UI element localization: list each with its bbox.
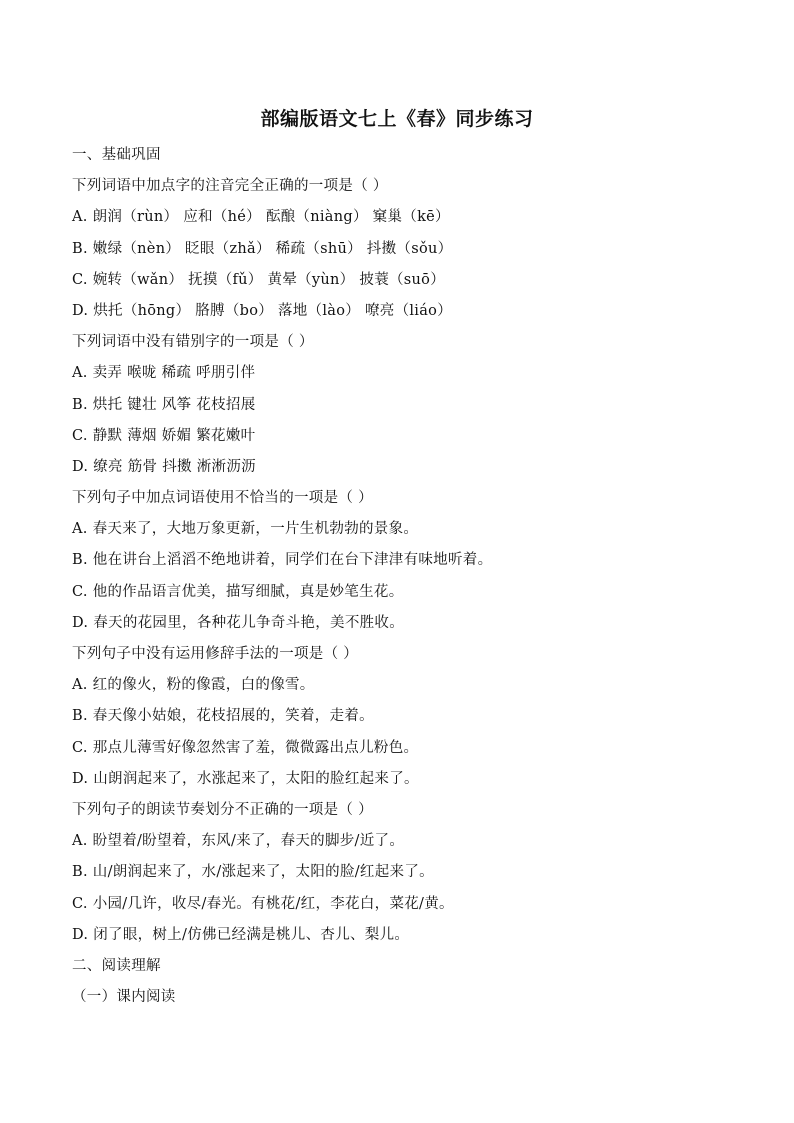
question-4-option-d: D. 山朗润起来了，水涨起来了，太阳的脸红起来了。 <box>72 770 419 787</box>
exercise-content <box>72 140 732 1013</box>
question-3-option-a: A. 春天来了，大地万象更新，一片生机勃勃的景象。 <box>72 521 419 538</box>
question-3-stem: 下列句子中加点词语使用不恰当的一项是（ ） <box>72 490 373 507</box>
question-5-stem: 下列句子的朗读节奏划分不正确的一项是（ ） <box>72 801 373 818</box>
section-heading: 一、基础巩固 <box>72 147 161 163</box>
question-1-option-c: C. 婉转（wǎn） 抚摸（fǔ） 黄晕（yùn） 披蓑（suō） <box>72 271 445 288</box>
question-2-option-d: D. 缭亮 筋骨 抖擞 淅淅沥沥 <box>72 458 256 475</box>
question-3-option-c: C. 他的作品语言优美，描写细腻，真是妙笔生花。 <box>72 583 404 600</box>
question-2-option-b: B. 烘托 键壮 风筝 花枝招展 <box>72 396 256 413</box>
question-5-option-c: C. 小园/几许，收尽/春光。有桃花/红，李花白，菜花/黄。 <box>72 895 454 912</box>
question-4-stem: 下列句子中没有运用修辞手法的一项是（ ） <box>72 646 359 662</box>
question-3-option-b: B. 他在讲台上滔滔不绝地讲着，同学们在台下津津有味地听着。 <box>72 552 493 569</box>
question-1-option-b: B. 嫩绿（nèn） 眨眼（zhǎ） 稀疏（shū） 抖擞（sǒu） <box>72 240 453 257</box>
question-1-stem: 下列词语中加点字的注音完全正确的一项是（ ） <box>72 178 388 195</box>
question-4-option-b: B. 春天像小姑娘，花枝招展的，笑着，走着。 <box>72 708 374 725</box>
question-4-option-c: C. 那点儿薄雪好像忽然害了羞，微微露出点儿粉色。 <box>72 739 419 756</box>
question-2-stem: 下列词语中没有错别字的一项是（ ） <box>72 334 314 351</box>
question-5-option-d: D. 闭了眼，树上/仿佛已经满是桃儿、杏儿、梨儿。 <box>72 926 410 943</box>
question-4-option-a: A. 红的像火，粉的像霞，白的像雪。 <box>72 677 315 694</box>
question-3-option-d: D. 春天的花园里，各种花儿争奇斗艳，美不胜收。 <box>72 614 405 631</box>
question-2-option-a: A. 卖弄 喉咙 稀疏 呼朋引伴 <box>72 365 256 382</box>
subsection-heading: （一）课内阅读 <box>72 989 176 1006</box>
page-title: 部编版语文七上《春》同步练习 <box>260 108 534 130</box>
question-5-option-a: A. 盼望着/盼望着，东风/来了，春天的脚步/近了。 <box>72 833 405 850</box>
question-2-option-c: C. 静默 薄烟 娇媚 繁花嫩叶 <box>72 427 256 444</box>
question-1-option-d: D. 烘托（hōng） 胳膊（bo） 落地（lào） 嘹亮（liáo） <box>72 302 453 319</box>
section-heading: 二、阅读理解 <box>72 957 161 974</box>
question-5-option-b: B. 山/朗润起来了，水/涨起来了，太阳的脸/红起来了。 <box>72 864 434 881</box>
question-1-option-a: A. 朗润（rùn） 应和（hé） 酝酿（niàng） 窠巢（kē） <box>72 209 450 226</box>
